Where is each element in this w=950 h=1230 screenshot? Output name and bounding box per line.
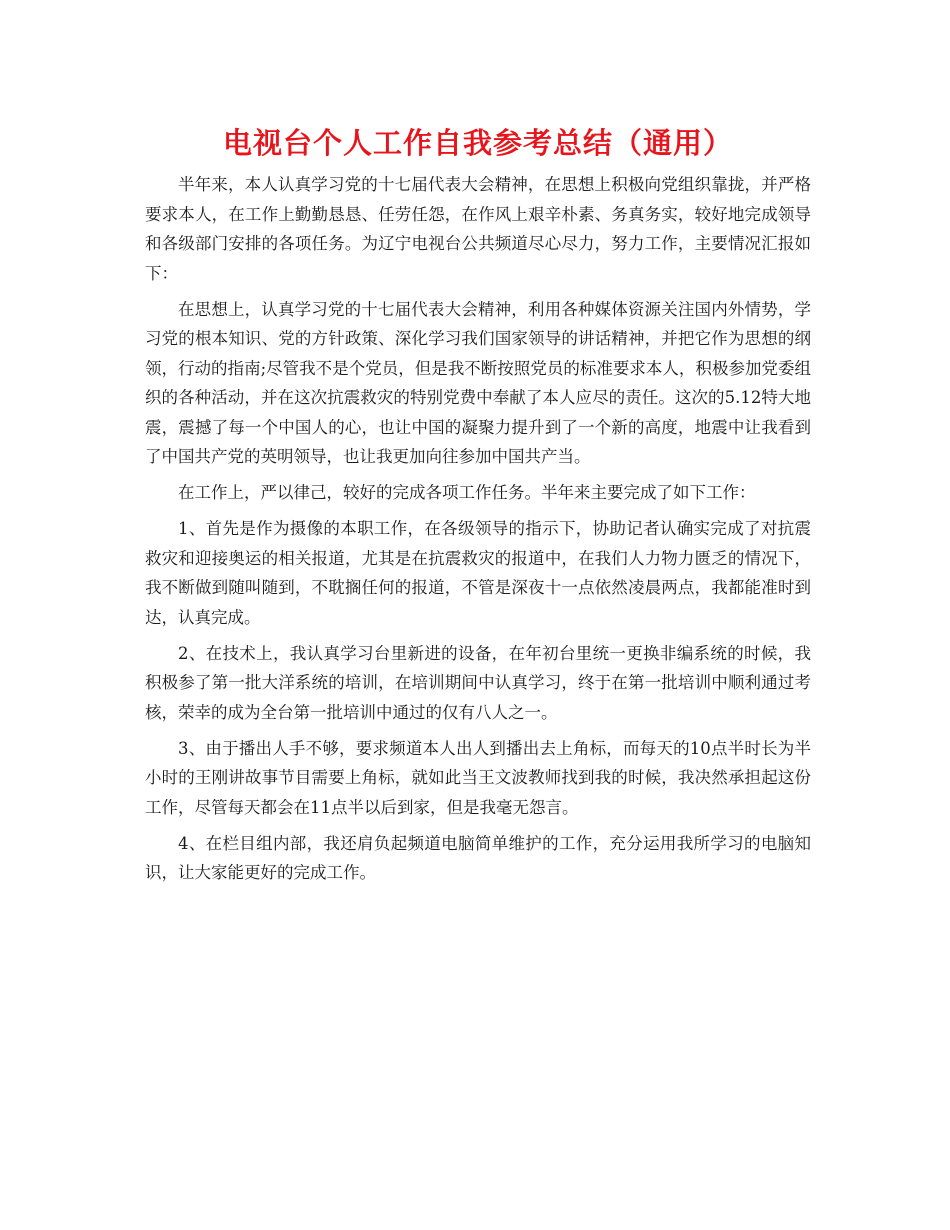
paragraph-item-4: 4、在栏目组内部，我还肩负起频道电脑简单维护的工作，充分运用我所学习的电脑知识，让大家能更好的完成工作。 [145,833,811,882]
paragraph-item-2: 2、在技术上，我认真学习台里新进的设备，在年初台里统一更换非编系统的时候，我积极参了第一批大洋系统的培训，在培训期间中认真学习，终于在第一批培训中顺利通过考核，荣幸的成为全台第一批培训中通过的仅有八人之一。 [145,643,811,722]
document-title: 电视台个人工作自我参考总结（通用） [222,126,733,160]
paragraph-item-1: 1、首先是作为摄像的本职工作，在各级领导的指示下，协助记者认确实完成了对抗震救灾和迎接奥运的相关报道，尤其是在抗震救灾的报道中，在我们人力物力匮乏的情况下，我不断做到随叫随到，不耽搁任何的报道，不管是深夜十一点依然凌晨两点，我都能准时到达，认真完成。 [145,519,811,627]
paragraph-intro: 半年来，本人认真学习党的十七届代表大会精神，在思想上积极向党组织靠拢，并严格要求本人，在工作上勤勤恳恳、任劳任怨，在作风上艰辛朴素、务真务实，较好地完成领导和各级部门安排的各项任务。为辽宁电视台公共频道尽心尽力，努力工作，主要情况汇报如下： [145,175,811,283]
paragraph-ideology: 在思想上，认真学习党的十七届代表大会精神，利用各种媒体资源关注国内外情势，学习党的根本知识、党的方针政策、深化学习我们国家领导的讲话精神，并把它作为思想的纲领，行动的指南;尽管我不是个党员，但是我不断按照党员的标准要求本人，积极参加党委组织的各种活动，并在这次抗震救灾的特别党费中奉献了本人应尽的责任。这次的5.12特大地震，震撼了每一个中国人的心，也让中国的凝聚力提升到了一个新的高度，地震中让我看到了中国共产党的英明领导，也让我更加向往参加中国共产当。 [145,299,811,466]
paragraph-work-intro: 在工作上，严以律己，较好的完成各项工作任务。半年来主要完成了如下工作： [178,483,756,502]
document-body [145,118,811,894]
paragraph-item-3: 3、由于播出人手不够，要求频道本人出人到播出去上角标，而每天的10点半时长为半小时的王刚讲故事节目需要上角标，就如此当王文波教师找到我的时候，我决然承担起这份工作，尽管每天都会在11点半以后到家，但是我毫无怨言。 [145,738,811,817]
